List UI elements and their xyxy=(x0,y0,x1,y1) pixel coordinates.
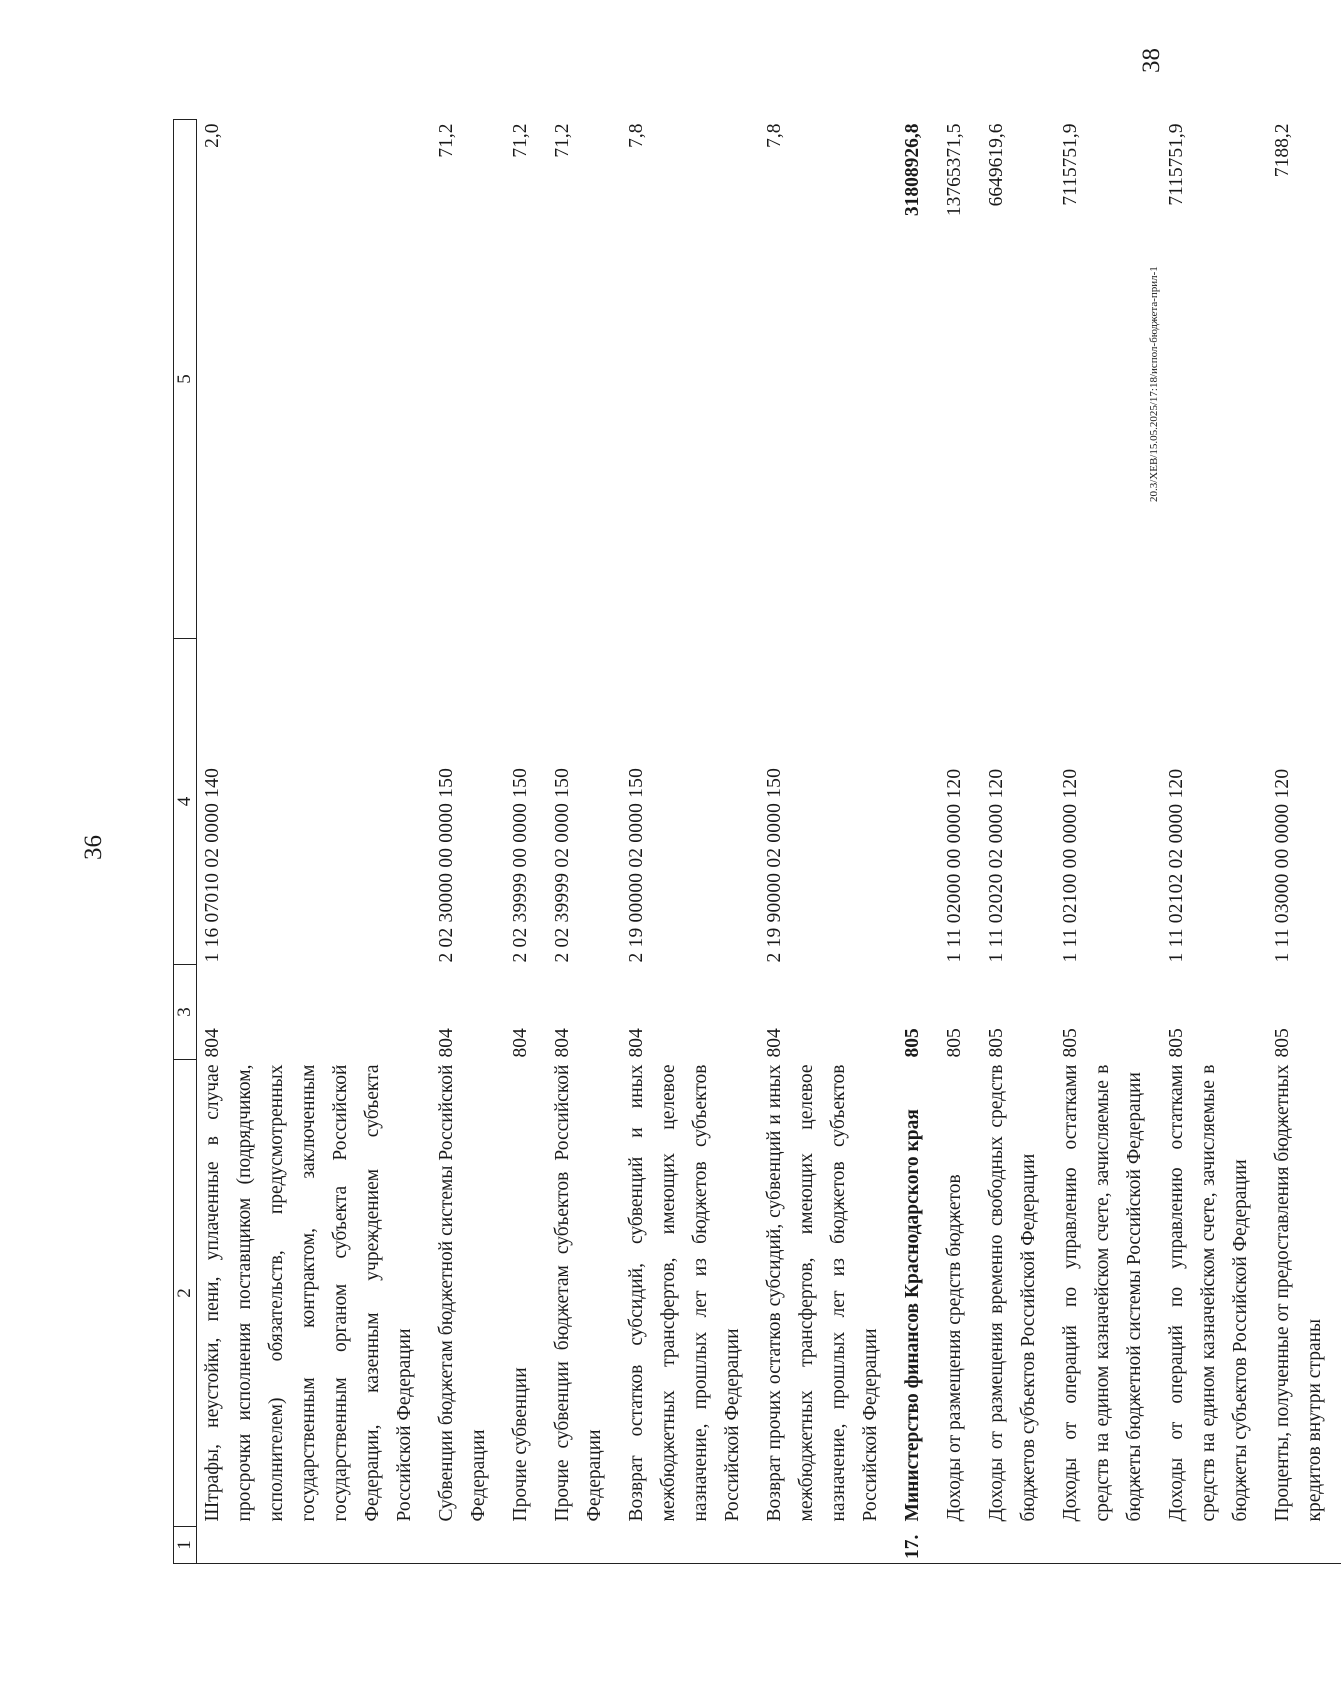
table-row xyxy=(1161,120,1267,1564)
row-value: 71,2 xyxy=(510,123,531,158)
row-name: Штрафы, неустойки, пени, уплаченные в случае просрочки исполнения поставщиком (подрядчиком, исполнителем) обязательств, предусмотренных государственным контрактом, заключенным государственным органом субъекта Российской Федерации, казенным учреждением субъекта Российской Федерации xyxy=(202,1064,415,1522)
row-number xyxy=(547,1527,621,1564)
row-name: Прочие субвенции бюджетам субъектов Российской Федерации xyxy=(552,1064,605,1522)
row-budget-code: 1 11 02102 02 0000 120 xyxy=(1166,768,1187,963)
row-admin-code: 805 xyxy=(944,1028,965,1058)
row-admin-code: 804 xyxy=(764,1028,785,1058)
row-value: 71,2 xyxy=(552,123,573,158)
row-admin-code: 805 xyxy=(1166,1028,1187,1058)
row-name: Доходы от размещения временно свободных средств бюджетов субъектов Российской Федерации xyxy=(986,1064,1039,1522)
row-budget-code: 1 16 07010 02 0000 140 xyxy=(202,767,223,963)
row-value: 7115751,9 xyxy=(1166,123,1187,206)
budget-table xyxy=(173,119,1341,1564)
row-admin-code: 804 xyxy=(202,1028,223,1058)
table-row xyxy=(981,120,1055,1564)
table-row xyxy=(1267,120,1341,1564)
row-budget-code: 2 02 39999 02 0000 150 xyxy=(552,767,573,963)
row-name: Доходы от операций по управлению остатками средств на едином казначейском счете, зачисляемые в бюджеты субъектов Российской Федерации xyxy=(1166,1064,1251,1522)
row-number: 17. xyxy=(897,1527,939,1564)
row-admin-code: 804 xyxy=(626,1028,647,1058)
row-budget-code: 2 19 00000 02 0000 150 xyxy=(626,767,647,963)
row-name: Субвенции бюджетам бюджетной системы Российской Федерации xyxy=(436,1064,489,1522)
table-row xyxy=(939,120,981,1564)
row-value: 71,2 xyxy=(436,123,457,158)
row-name: Возврат прочих остатков субсидий, субвенций и иных межбюджетных трансфертов, имеющих целевое назначение, прошлых лет из бюджетов субъектов Российской Федерации xyxy=(764,1064,881,1522)
row-value: 7188,2 xyxy=(1272,123,1293,178)
row-number xyxy=(1055,1527,1161,1564)
table-row xyxy=(197,120,432,1564)
row-budget-code: 1 11 02000 00 0000 120 xyxy=(944,768,965,963)
row-admin-code: 805 xyxy=(902,1028,923,1058)
row-admin-code: 805 xyxy=(1272,1028,1293,1058)
row-admin-code: 805 xyxy=(1060,1028,1081,1058)
row-number xyxy=(431,1527,505,1564)
row-number xyxy=(505,1527,547,1564)
row-name: Проценты, полученные от предоставления бюджетных кредитов внутри страны xyxy=(1272,1064,1325,1522)
row-number xyxy=(939,1527,981,1564)
header-col-3: 3 xyxy=(174,965,197,1060)
row-name: Министерство финансов Краснодарского края xyxy=(902,1109,923,1522)
row-name: Доходы от операций по управлению остатками средств на едином казначейском счете, зачисляемые в бюджеты бюджетной системы Российской Федерации xyxy=(1060,1064,1145,1522)
row-number xyxy=(197,1527,432,1564)
row-number xyxy=(1267,1527,1341,1564)
row-value: 7,8 xyxy=(626,123,647,148)
header-col-2: 2 xyxy=(174,1060,197,1527)
row-budget-code: 2 19 90000 02 0000 150 xyxy=(764,767,785,963)
row-value: 2,0 xyxy=(202,123,223,148)
row-name: Доходы от размещения средств бюджетов xyxy=(944,1174,965,1522)
row-admin-code: 804 xyxy=(552,1028,573,1058)
row-budget-code: 1 11 02100 00 0000 120 xyxy=(1060,768,1081,963)
table-row xyxy=(547,120,621,1564)
table-row xyxy=(431,120,505,1564)
table-row xyxy=(1055,120,1161,1564)
footer-number: 38 xyxy=(1138,48,1165,73)
row-number xyxy=(1161,1527,1267,1564)
row-budget-code: 2 02 30000 00 0000 150 xyxy=(436,767,457,963)
header-col-1: 1 xyxy=(174,1527,197,1564)
row-value: 13765371,5 xyxy=(944,123,965,217)
row-admin-code: 804 xyxy=(436,1028,457,1058)
row-number xyxy=(981,1527,1055,1564)
table-row xyxy=(897,120,939,1564)
row-number xyxy=(759,1527,897,1564)
row-budget-code xyxy=(897,639,939,965)
row-budget-code: 1 11 03000 00 0000 120 xyxy=(1272,768,1293,963)
table-row xyxy=(505,120,547,1564)
row-value: 7,8 xyxy=(764,123,785,148)
table-row xyxy=(759,120,897,1564)
row-value: 6649619,6 xyxy=(986,123,1007,207)
row-value: 31808926,8 xyxy=(902,123,923,217)
table-row xyxy=(621,120,759,1564)
row-name: Возврат остатков субсидий, субвенций и иных межбюджетных трансфертов, имеющих целевое назначение, прошлых лет из бюджетов субъектов Российской Федерации xyxy=(626,1064,743,1522)
row-value: 7115751,9 xyxy=(1060,123,1081,206)
header-col-5: 5 xyxy=(174,120,197,639)
row-number xyxy=(621,1527,759,1564)
table-header-row xyxy=(174,120,197,1564)
row-admin-code: 804 xyxy=(510,1028,531,1058)
row-name: Прочие субвенции xyxy=(510,1367,531,1522)
page-number: 36 xyxy=(80,835,107,860)
document-stamp: 20.3/XEB/15.05.2025/17:18/испол-бюджета-прил-1 xyxy=(1148,266,1160,502)
row-admin-code: 805 xyxy=(986,1028,1007,1058)
row-budget-code: 2 02 39999 00 0000 150 xyxy=(510,767,531,963)
header-col-4: 4 xyxy=(174,639,197,965)
row-budget-code: 1 11 02020 02 0000 120 xyxy=(986,768,1007,963)
